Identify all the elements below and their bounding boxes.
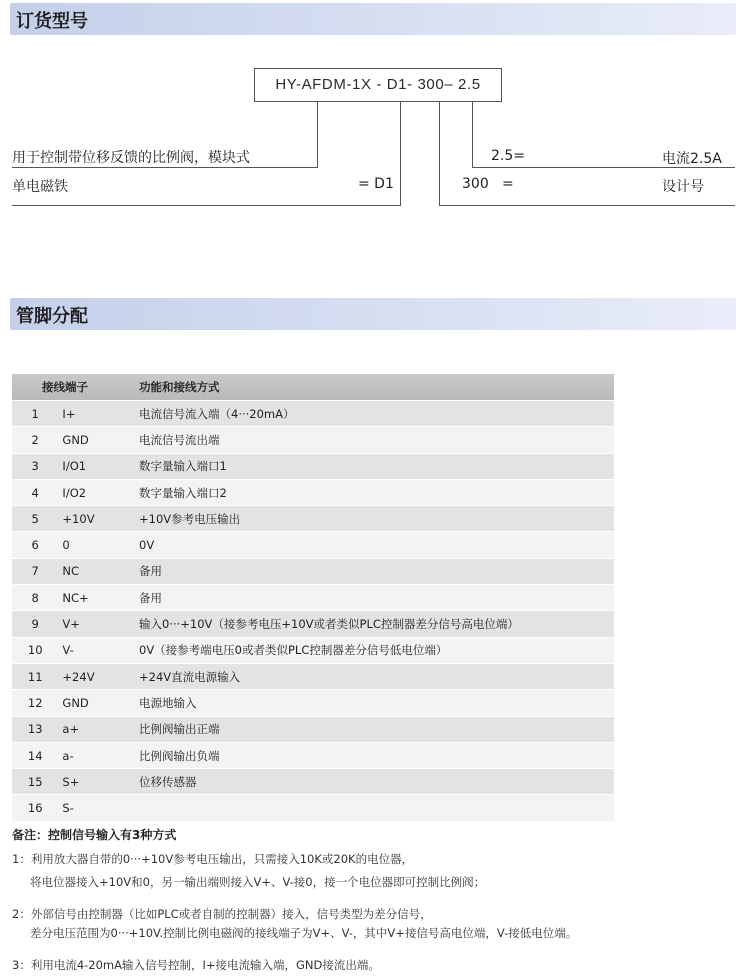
pin-function	[121, 795, 614, 821]
pin-function: 输入0···+10V（接参考电压+10V或者类似PLC控制器差分信号高电位端）	[121, 611, 614, 637]
pin-number: 13	[12, 716, 58, 742]
table-row	[12, 479, 614, 505]
header-terminal: 接线端子	[12, 374, 121, 401]
table-row	[12, 453, 614, 479]
option-2.5-value: 电流2.5A	[662, 151, 722, 167]
pin-function: 电源地输入	[121, 690, 614, 716]
pin-function: 电流信号流出端	[121, 427, 614, 453]
pin-function: 电流信号流入端（4···20mA）	[121, 401, 614, 427]
option-300-value: 设计号	[662, 179, 704, 195]
table-row	[12, 663, 614, 689]
option-2.5-key: 2.5=	[491, 148, 525, 164]
pin-function: +24V直流电源输入	[121, 663, 614, 689]
leader-line	[472, 101, 473, 168]
pin-function: 0V	[121, 532, 614, 558]
table-row	[12, 585, 614, 611]
pin-number: 3	[12, 453, 58, 479]
note-1-line1: 1：利用放大器自带的0···+10V参考电压输出，只需接入10K或20K的电位器，	[12, 852, 414, 866]
leader-line	[439, 101, 440, 205]
pin-name: I/O2	[58, 479, 121, 505]
pin-name: S-	[58, 795, 121, 821]
table-row	[12, 611, 614, 637]
leader-line	[12, 205, 401, 206]
pin-name: GND	[58, 427, 121, 453]
table-row	[12, 506, 614, 532]
pin-function: 备用	[121, 558, 614, 584]
leader-line	[12, 167, 318, 168]
pin-name: V-	[58, 637, 121, 663]
pin-number: 14	[12, 742, 58, 768]
pin-number: 15	[12, 769, 58, 795]
table-row	[12, 401, 614, 427]
pin-assignment-table	[12, 374, 614, 821]
pin-number: 6	[12, 532, 58, 558]
pin-number: 2	[12, 427, 58, 453]
model-code-box: HY-AFDM-1X - D1- 300– 2.5	[254, 68, 502, 102]
pin-name: I/O1	[58, 453, 121, 479]
pin-number: 7	[12, 558, 58, 584]
table-header-row	[12, 374, 614, 401]
option-300-key: 300	[462, 176, 489, 192]
pin-number: 1	[12, 401, 58, 427]
pin-function: +10V参考电压输出	[121, 506, 614, 532]
pins-section-title: 管脚分配	[16, 306, 88, 327]
pin-number: 10	[12, 637, 58, 663]
leader-line	[439, 205, 735, 206]
order-section-header	[10, 3, 736, 35]
notes-title: 备注：控制信号输入有3种方式	[12, 828, 177, 842]
pin-name: S+	[58, 769, 121, 795]
table-row	[12, 769, 614, 795]
pin-name: V+	[58, 611, 121, 637]
table-row	[12, 690, 614, 716]
pin-function: 0V（接参考端电压0或者类似PLC控制器差分信号低电位端）	[121, 637, 614, 663]
pin-function: 数字量输入端口2	[121, 479, 614, 505]
model-description-line1: 用于控制带位移反馈的比例阀，模块式	[12, 150, 250, 166]
pin-name: NC	[58, 558, 121, 584]
table-row	[12, 558, 614, 584]
pin-function: 比例阀输出正端	[121, 716, 614, 742]
pin-number: 5	[12, 506, 58, 532]
header-function: 功能和接线方式	[121, 374, 614, 401]
table-row	[12, 795, 614, 821]
pin-number: 4	[12, 479, 58, 505]
pin-name: NC+	[58, 585, 121, 611]
pin-number: 11	[12, 663, 58, 689]
table-row	[12, 637, 614, 663]
model-description-line2: 单电磁铁	[12, 179, 68, 195]
pin-name: a-	[58, 742, 121, 768]
leader-line	[317, 101, 318, 167]
pin-name: I+	[58, 401, 121, 427]
pin-number: 9	[12, 611, 58, 637]
table-row	[12, 742, 614, 768]
note-2-line2: 差分电压范围为0···+10V.控制比例电磁阀的接线端子为V+、V-，其中V+接信号高电位端，V-接低电位端。	[30, 926, 578, 940]
order-section-title: 订货型号	[16, 11, 88, 32]
pin-function: 位移传感器	[121, 769, 614, 795]
note-1-line2: 将电位器接入+10V和0，另一输出端则接入V+、V-接0，接一个电位器即可控制比例阀；	[30, 875, 486, 889]
table-row	[12, 532, 614, 558]
d1-code-label: = D1	[358, 176, 394, 192]
pin-name: a+	[58, 716, 121, 742]
option-300-equals: =	[502, 176, 514, 192]
pin-number: 8	[12, 585, 58, 611]
pin-name: GND	[58, 690, 121, 716]
pin-number: 16	[12, 795, 58, 821]
pin-name: +10V	[58, 506, 121, 532]
leader-line	[400, 101, 401, 205]
pin-name: +24V	[58, 663, 121, 689]
table-row	[12, 716, 614, 742]
pin-function: 比例阀输出负端	[121, 742, 614, 768]
pins-section-header	[10, 298, 736, 330]
table-row	[12, 427, 614, 453]
pin-function: 备用	[121, 585, 614, 611]
note-3: 3：利用电流4-20mA输入信号控制，I+接电流输入端，GND接流出端。	[12, 958, 380, 972]
pin-number: 12	[12, 690, 58, 716]
pin-name: 0	[58, 532, 121, 558]
pin-function: 数字量输入端口1	[121, 453, 614, 479]
note-2-line1: 2：外部信号由控制器（比如PLC或者自制的控制器）接入，信号类型为差分信号，	[12, 907, 432, 921]
